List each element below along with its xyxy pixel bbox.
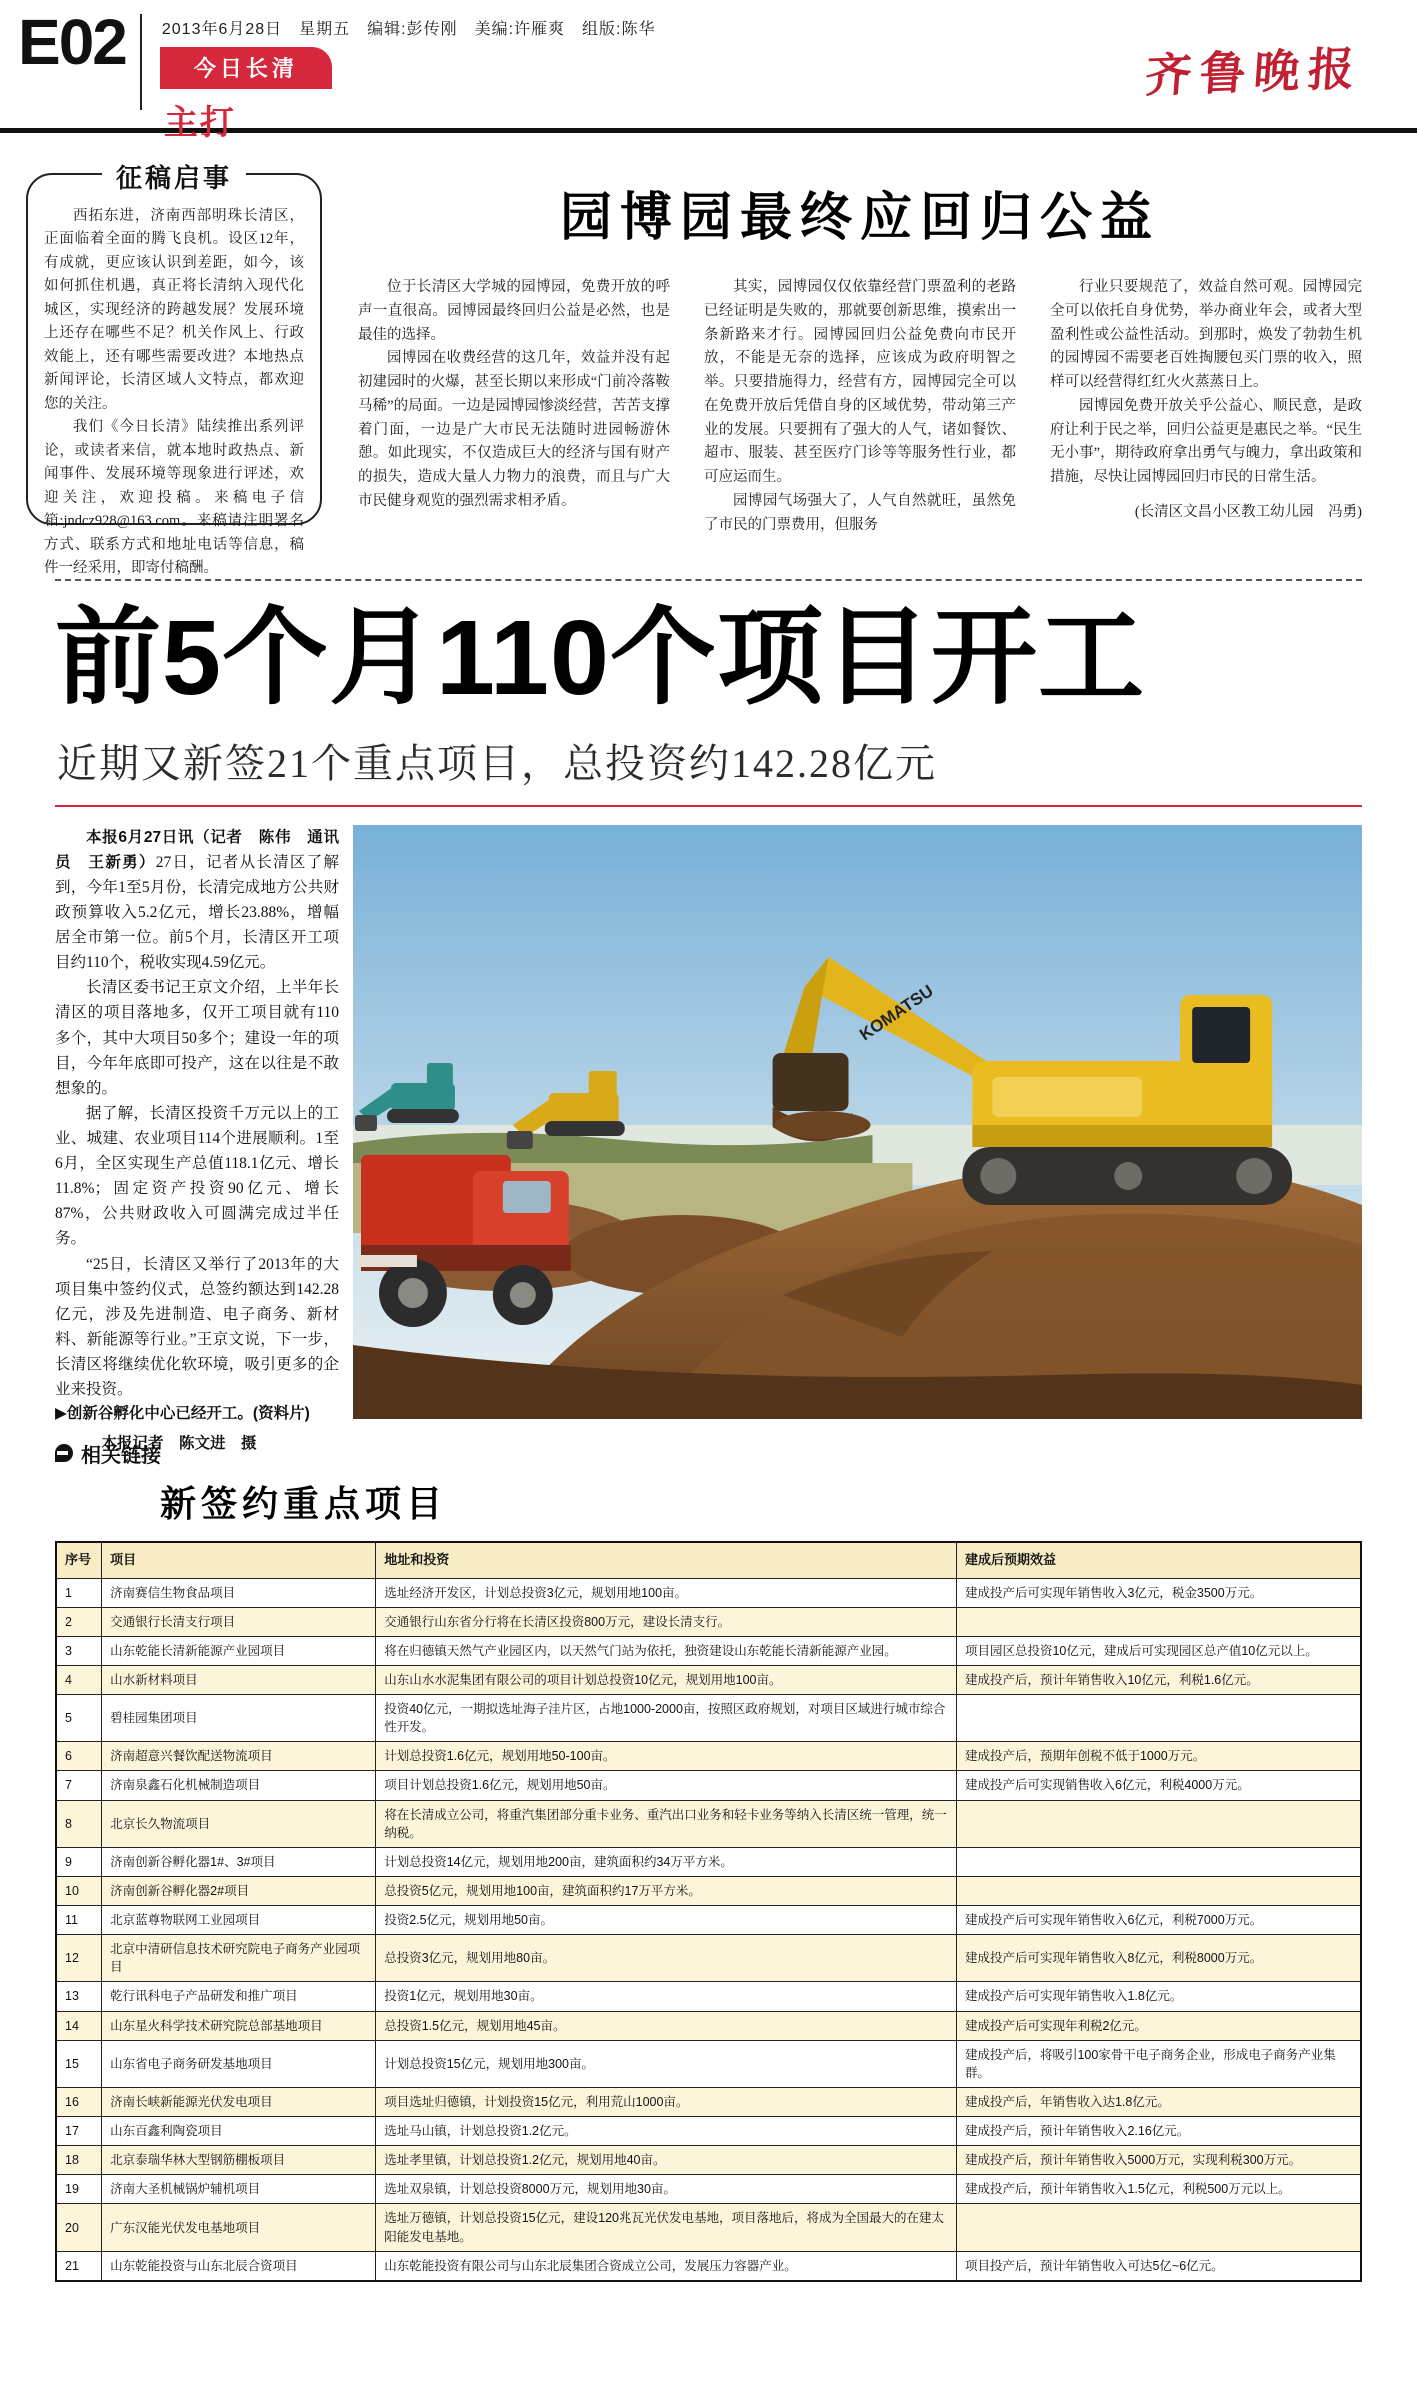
opinion-column-1 [358,276,670,537]
sub-headline: 近期又新签21个重点项目，总投资约142.28亿元 [57,740,937,786]
address-investment-cell: 将在归德镇天然气产业园区内，以天然气门站为依托，独资建设山东乾能长清新能源产业园。 [376,1636,957,1665]
expected-benefit-cell: 项目投产后，预计年销售收入可达5亿~6亿元。 [956,2251,1361,2281]
project-name-cell: 北京泰瑞华林大型钢筋棚板项目 [102,2146,376,2175]
table-row [56,2040,1361,2087]
table-row [56,1800,1361,1847]
address-investment-cell: 将在长清成立公司，将重汽集团部分重卡业务、重汽出口业务和轻卡业务等纳入长清区统一管理，统一纳税。 [376,1800,957,1847]
address-investment-cell: 选址经济开发区，计划总投资3亿元，规划用地100亩。 [376,1578,957,1607]
row-index: 19 [56,2175,102,2204]
story-paragraph [55,825,339,976]
row-index: 11 [56,1906,102,1935]
row-index: 6 [56,1742,102,1771]
address-investment-cell: 计划总投资1.6亿元，规划用地50-100亩。 [376,1742,957,1771]
page-header [0,0,1417,142]
row-index: 13 [56,1982,102,2011]
project-name-cell: 碧桂园集团项目 [102,1695,376,1742]
expected-benefit-cell: 建成投产后，预计年销售收入1.5亿元，利税500万元以上。 [956,2175,1361,2204]
row-index: 7 [56,1771,102,1800]
address-investment-cell: 选址马山镇，计划总投资1.2亿元。 [376,2117,957,2146]
caption-text: 创新谷孵化中心已经开工。(资料片) [66,1405,310,1423]
story-paragraph: 长清区委书记王京文介绍，上半年长清区的项目落地多，仅开工项目就有110多个，其中大项目50多个；建设一年的项目，今年年底即可投产，这在以往是不敢想象的。 [55,979,339,1097]
opinion-section [0,133,1417,577]
project-name-cell: 济南创新谷孵化器1#、3#项目 [102,1847,376,1876]
row-index: 18 [56,2146,102,2175]
photo-illustration [353,825,1362,1419]
project-name-cell: 山东星火科学技术研究院总部基地项目 [102,2011,376,2040]
expected-benefit-cell: 建成投产后可实现年销售收入1.8亿元。 [956,1982,1361,2011]
row-index: 15 [56,2040,102,2087]
main-story [0,807,1417,1453]
main-headline: 前5个月110个项目开工 [55,599,1145,717]
opinion-column-3 [1050,276,1362,537]
table-row [56,1695,1361,1742]
address-investment-cell: 选址双泉镇，计划总投资8000万元，规划用地30亩。 [376,2175,957,2204]
address-investment-cell: 选址孝里镇，计划总投资1.2亿元，规划用地40亩。 [376,2146,957,2175]
row-index: 8 [56,1800,102,1847]
project-name-cell: 济南泉鑫石化机械制造项目 [102,1771,376,1800]
table-row [56,1982,1361,2011]
expected-benefit-cell: 建成投产后可实现销售收入6亿元，利税4000万元。 [956,1771,1361,1800]
table-row [56,2251,1361,2281]
address-investment-cell: 交通银行山东省分行将在长清区投资800万元，建设长清支行。 [376,1607,957,1636]
excavator-brand-text: KOMATSU [856,980,937,1045]
project-name-cell: 北京中清研信息技术研究院电子商务产业园项目 [102,1935,376,1982]
expected-benefit-cell [956,1847,1361,1876]
opinion-paragraph: 位于长清区大学城的园博园，免费开放的呼声一直很高。园博园最终回归公益是必然，也是最佳的选择。 [358,279,670,343]
table-row [56,2011,1361,2040]
project-name-cell: 济南超意兴餐饮配送物流项目 [102,1742,376,1771]
address-investment-cell: 总投资5亿元，规划用地100亩，建筑面积约17万平方米。 [376,1876,957,1905]
story-paragraph: “25日，长清区又举行了2013年的大项目集中签约仪式，总签约额达到142.28亿元，涉及先进制造、电子商务、新材料、新能源等行业。”王京文说，下一步，长清区将继续优化软环境，吸引更多的企业来投资。 [55,1255,339,1399]
table-row [56,2117,1361,2146]
table-row [56,1636,1361,1665]
expected-benefit-cell: 建成投产后，预计年销售收入10亿元，利税1.6亿元。 [956,1665,1361,1694]
address-investment-cell: 总投资3亿元，规划用地80亩。 [376,1935,957,1982]
row-index: 14 [56,2011,102,2040]
expected-benefit-cell [956,1695,1361,1742]
project-name-cell: 广东汉能光伏发电基地项目 [102,2204,376,2251]
col-header-benefit: 建成后预期效益 [956,1542,1361,1578]
opinion-article [358,157,1362,565]
caption-arrow-icon: ▶ [55,1405,67,1423]
project-name-cell: 山东乾能投资与山东北辰合资项目 [102,2251,376,2281]
address-investment-cell: 投资40亿元，一期拟选址海子洼片区，占地1000-2000亩，按照区政府规划，对项目区域进行城市综合性开发。 [376,1695,957,1742]
row-index: 2 [56,1607,102,1636]
row-index: 5 [56,1695,102,1742]
address-investment-cell: 项目计划总投资1.6亿元，规划用地50亩。 [376,1771,957,1800]
address-investment-cell: 选址万德镇，计划总投资15亿元，建设120兆瓦光伏发电基地，项目落地后，将成为全国最大的在建太阳能发电基地。 [376,2204,957,2251]
address-investment-cell: 计划总投资15亿元，规划用地300亩。 [376,2040,957,2087]
opinion-byline: (长清区文昌小区教工幼儿园 冯勇) [1134,503,1362,520]
expected-benefit-cell: 建成投产后，预计年销售收入5000万元，实现利税300万元。 [956,2146,1361,2175]
row-index: 3 [56,1636,102,1665]
address-investment-cell: 计划总投资14亿元，规划用地200亩，建筑面积约34万平方米。 [376,1847,957,1876]
address-investment-cell: 总投资1.5亿元，规划用地45亩。 [376,2011,957,2040]
table-row [56,1578,1361,1607]
projects-table-body [56,1578,1361,2281]
address-investment-cell: 山东山水水泥集团有限公司的项目计划总投资10亿元，规划用地100亩。 [376,1665,957,1694]
table-row [56,1876,1361,1905]
page-number: E02 [18,6,126,78]
opinion-paragraph: 园博园免费开放关乎公益心、顺民意，是政府让利于民之举，回归公益更是惠民之举。“民生无小事”，期待政府拿出勇气与魄力，拿出政策和措施，尽快让园博园回归市民的日常生活。 [1050,397,1362,486]
construction-site-photo [353,825,1362,1419]
table-row [56,2146,1361,2175]
project-name-cell: 山东百鑫利陶瓷项目 [102,2117,376,2146]
opinion-column-2 [704,276,1016,537]
address-investment-cell: 项目选址归德镇，计划投资15亿元，利用荒山1000亩。 [376,2087,957,2116]
table-row [56,1906,1361,1935]
section-label: 主打 [163,104,236,142]
row-index: 9 [56,1847,102,1876]
col-header-project: 项目 [102,1542,376,1578]
row-index: 16 [56,2087,102,2116]
expected-benefit-cell: 建成投产后，年销售收入达1.8亿元。 [956,2087,1361,2116]
date-line: 2013年6月28日 星期五 编辑:彭传刚 美编:许雁爽 组版:陈华 [161,21,656,38]
expected-benefit-cell: 建成投产后，预计年销售收入2.16亿元。 [956,2117,1361,2146]
opinion-paragraph: 园博园气场强大了，人气自然就旺，虽然免了市民的门票费用，但服务 [704,492,1016,533]
row-index: 17 [56,2117,102,2146]
address-investment-cell: 投资2.5亿元，规划用地50亩。 [376,1906,957,1935]
address-investment-cell: 山东乾能投资有限公司与山东北辰集团合资成立公司，发展压力容器产业。 [376,2251,957,2281]
row-index: 20 [56,2204,102,2251]
photo-credit: 本报记者 陈文进 摄 [101,1435,257,1453]
expected-benefit-cell [956,1800,1361,1847]
table-row [56,2175,1361,2204]
col-header-index: 序号 [56,1542,102,1578]
expected-benefit-cell: 建成投产后可实现年销售收入6亿元，利税7000万元。 [956,1906,1361,1935]
row-index: 12 [56,1935,102,1982]
project-name-cell: 山东省电子商务研发基地项目 [102,2040,376,2087]
project-name-cell: 济南创新谷孵化器2#项目 [102,1876,376,1905]
section-badge: 今日长清 [160,47,332,89]
story-body [55,825,339,1453]
expected-benefit-cell [956,1607,1361,1636]
table-header-row [56,1542,1361,1578]
photo-caption [55,1402,339,1427]
opinion-title: 园博园最终应回归公益 [559,190,1160,247]
contribution-notice-box [26,163,322,577]
row-index: 21 [56,2251,102,2281]
row-index: 1 [56,1578,102,1607]
opinion-paragraph: 其实，园博园仅仅依靠经营门票盈利的老路已经证明是失败的，那就要创新思维，摸索出一条新路来才行。园博园回归公益免费向市民开放，不能是无奈的选择，应该成为政府明智之举。只要措施得力，经营有方，园博园完全可以在免费开放后凭借自身的区域优势，带动第三产业的发展。只要拥有了强大的人气，诸如餐饮、超市、服装、甚至医疗门诊等等服务性行业，都可应运而生。 [704,279,1016,486]
opinion-paragraph: 行业只要规范了，效益自然可观。园博园完全可以依托自身优势，举办商业年会，或者大型盈利性或公益性活动。到那时，焕发了勃勃生机的园博园不需要老百姓掏腰包买门票的收入，照样可以经营得红红火火蒸蒸日上。 [1050,279,1362,391]
table-row [56,1607,1361,1636]
story-lead: 本报6月27日讯（记者 陈伟 通讯员 王新勇） [55,828,339,871]
row-index: 10 [56,1876,102,1905]
contribution-box-title: 征稿启事 [102,158,246,195]
row-index: 4 [56,1665,102,1694]
table-row [56,2204,1361,2251]
project-name-cell: 山东乾能长清新能源产业园项目 [102,1636,376,1665]
col-header-address: 地址和投资 [376,1542,957,1578]
project-name-cell: 济南长峡新能源光伏发电项目 [102,2087,376,2116]
table-row [56,2087,1361,2116]
table-row [56,1771,1361,1800]
expected-benefit-cell: 建成投产后可实现年销售收入8亿元，利税8000万元。 [956,1935,1361,1982]
new-projects-table [55,1541,1362,2282]
project-name-cell: 交通银行长清支行项目 [102,1607,376,1636]
project-name-cell: 乾行讯科电子产品研发和推广项目 [102,1982,376,2011]
expected-benefit-cell: 建成投产后可实现年利税2亿元。 [956,2011,1361,2040]
table-row [56,1935,1361,1982]
contribution-paragraph: 我们《今日长清》陆续推出系列评论，或读者来信，就本地时政热点、新闻事件、发展环境等现象进行评述，欢迎关注，欢迎投稿。来稿电子信箱:jndcz928@163.com。来稿请注明署名方式、联系方式和地址电话等信息，稿件一经采用，即寄付稿酬。 [44,419,304,577]
projects-table-title: 新签约重点项目 [160,1482,448,1524]
expected-benefit-cell [956,2204,1361,2251]
expected-benefit-cell: 项目园区总投资10亿元，建成后可实现园区总产值10亿元以上。 [956,1636,1361,1665]
related-link-icon [55,1444,73,1462]
table-row [56,1847,1361,1876]
expected-benefit-cell: 建成投产后，预期年创税不低于1000万元。 [956,1742,1361,1771]
project-name-cell: 北京长久物流项目 [102,1800,376,1847]
opinion-paragraph: 园博园在收费经营的这几年，效益并没有起初建园时的火爆，甚至长期以来形成“门前冷落鞍马稀”的局面。一边是园博园惨淡经营，苦苦支撑着门面，一边是广大市民无法随时进园畅游休憩。如此现实，不仅造成巨大的经济与国有财产的损失，造成大量人力物力的浪费，而且与广大市民健身观览的强烈需求相矛盾。 [358,350,670,509]
project-name-cell: 济南赛信生物食品项目 [102,1578,376,1607]
project-name-cell: 北京蓝尊物联网工业园项目 [102,1906,376,1935]
expected-benefit-cell: 建成投产后，将吸引100家骨干电子商务企业，形成电子商务产业集群。 [956,2040,1361,2087]
story-lead-rest: 27日，记者从长清区了解到，今年1至5月份，长清完成地方公共财政预算收入5.2亿元，增长23.88%，增幅居全市第一位。前5个月，长清区开工项目约110个，税收实现4.59亿元。 [55,853,339,972]
expected-benefit-cell: 建成投产后可实现年销售收入3亿元，税金3500万元。 [956,1578,1361,1607]
header-divider [140,14,142,110]
contribution-paragraph: 西拓东进，济南西部明珠长清区，正面临着全面的腾飞良机。设区12年，有成就，更应该认识到差距，如今，该如何抓住机遇，真正将长清纳入现代化城区，实现经济的跨越发展？发展环境上还存在哪些不足？机关作风上、行政效能上，还有哪些需要改进？本地热点新闻评论，长清区域人文特点，都欢迎您的关注。 [44,208,304,412]
project-name-cell: 山水新材料项目 [102,1665,376,1694]
address-investment-cell: 投资1亿元，规划用地30亩。 [376,1982,957,2011]
table-row [56,1665,1361,1694]
project-name-cell: 济南大圣机械锅炉辅机项目 [102,2175,376,2204]
table-row [56,1742,1361,1771]
related-links-label: 相关链接 [81,1444,161,1467]
newspaper-masthead: 齐鲁晚报 [1143,43,1364,102]
story-paragraph: 据了解，长清区投资千万元以上的工业、城建、农业项目114个进展顺利。1至6月，全区实现生产总值118.1亿元、增长11.8%；固定资产投资90亿元、增长87%，公共财政收入可圆满完成过半任务。 [55,1104,339,1248]
expected-benefit-cell [956,1876,1361,1905]
